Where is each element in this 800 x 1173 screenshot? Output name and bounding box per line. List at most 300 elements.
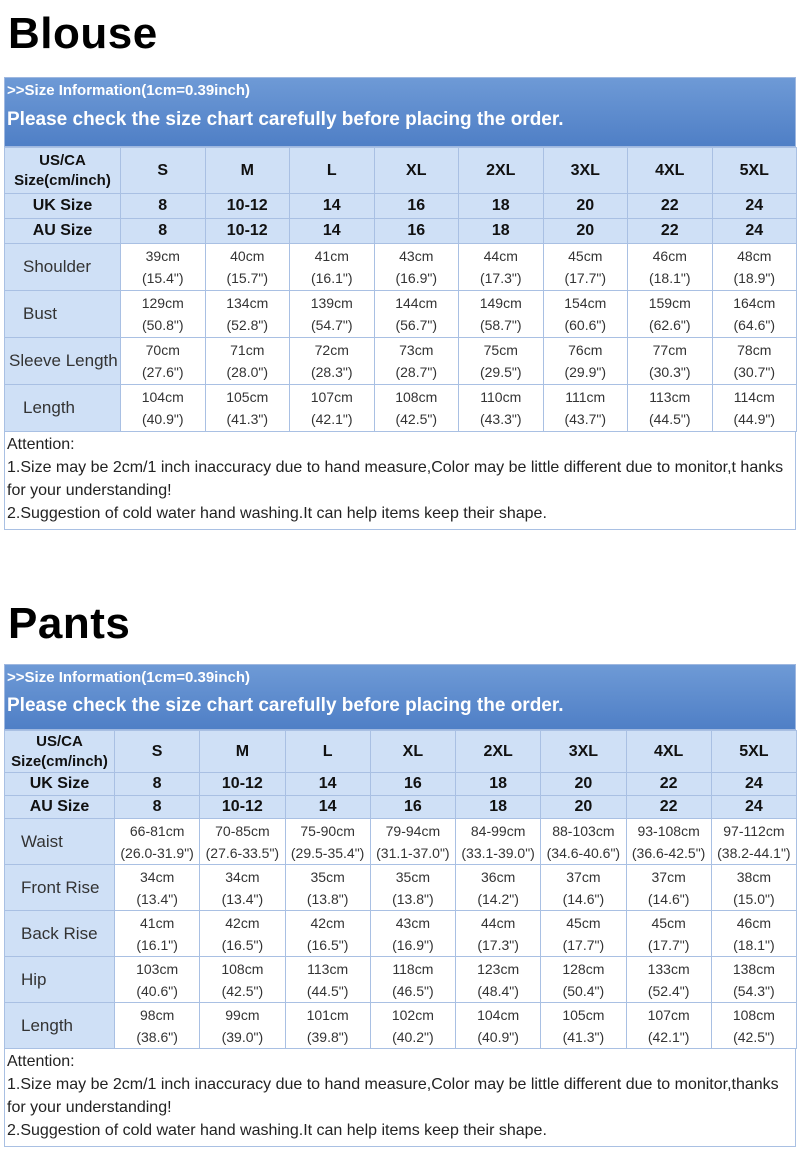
attention-note-1: 1.Size may be 2cm/1 inch inaccuracy due to hand measure,Color may be little different due to monitor,t hanks for your understanding!	[7, 459, 784, 499]
blouse-title: Blouse	[8, 9, 158, 58]
cm-value: 70cm	[145, 342, 180, 358]
attention-heading: Attention:	[7, 436, 75, 453]
size-header-cell: L	[285, 731, 370, 773]
inch-value: (13.4")	[136, 890, 178, 907]
cm-value: 98cm	[140, 1006, 175, 1023]
size-cell: 20	[541, 796, 626, 819]
size-cell: 18	[456, 796, 541, 819]
inch-value: (36.6-42.5")	[631, 844, 706, 861]
inch-value: (60.6")	[564, 317, 607, 333]
cm-value: 79-94cm	[385, 822, 441, 839]
size-header-cell: 4XL	[626, 731, 711, 773]
measurement-cell	[370, 819, 455, 865]
inch-value: (52.4")	[647, 982, 690, 999]
cm-value: 42cm	[225, 914, 260, 931]
cm-value: 102cm	[391, 1006, 434, 1023]
attention-note-2: 2.Suggestion of cold water hand washing.It can help items keep their shape.	[7, 505, 547, 522]
size-cell: 22	[628, 219, 713, 244]
measurement-cell	[370, 957, 455, 1003]
cm-value: 164cm	[733, 295, 776, 311]
measurement-row	[5, 291, 797, 338]
cm-value: 41cm	[140, 914, 175, 931]
cm-value: 114cm	[733, 389, 775, 405]
inch-value: (15.7")	[226, 270, 269, 286]
cm-value: 48cm	[737, 248, 772, 264]
cm-value: 42cm	[310, 914, 345, 931]
measurement-label: Bust	[5, 291, 121, 338]
measurement-cell	[115, 957, 200, 1003]
inch-value: (26.0-31.9")	[120, 844, 194, 861]
measurement-cell	[285, 1003, 370, 1049]
size-header-row	[5, 731, 797, 773]
measurement-cell	[115, 819, 200, 865]
size-cell: 20	[541, 773, 626, 796]
us-ca-size-header: US/CA Size(cm/inch)	[5, 148, 121, 194]
measurement-cell	[200, 957, 285, 1003]
measurement-cell	[121, 385, 206, 432]
size-cell: 24	[712, 194, 797, 219]
measurement-label: Front Rise	[5, 865, 115, 911]
size-header-cell: 5XL	[712, 148, 797, 194]
inch-value: (40.9")	[477, 1028, 519, 1045]
measurement-cell	[200, 1003, 285, 1049]
measurement-cell	[290, 385, 375, 432]
cm-value: 128cm	[562, 960, 605, 977]
inch-value: (13.4")	[221, 890, 264, 907]
cm-value: 110cm	[480, 389, 522, 405]
measurement-cell	[541, 865, 626, 911]
measurement-cell	[541, 1003, 626, 1049]
measurement-cell	[628, 385, 713, 432]
cm-value: 71cm	[230, 342, 265, 358]
inch-value: (46.5")	[392, 982, 434, 999]
measurement-cell	[115, 865, 200, 911]
measurement-cell	[115, 911, 200, 957]
cm-value: 70-85cm	[215, 822, 270, 839]
cm-value: 108cm	[221, 960, 264, 977]
inch-value: (42.1")	[310, 411, 353, 427]
cm-value: 107cm	[310, 389, 353, 405]
inch-value: (14.2")	[477, 890, 519, 907]
inch-value: (42.5")	[395, 411, 438, 427]
inch-value: (16.5")	[221, 936, 264, 953]
inch-value: (17.3")	[479, 270, 522, 286]
cm-value: 73cm	[399, 342, 434, 358]
cm-value: 154cm	[564, 295, 607, 311]
measurement-cell	[459, 338, 544, 385]
measurement-cell	[290, 291, 375, 338]
inch-value: (16.9")	[395, 270, 438, 286]
measurement-label: Length	[5, 385, 121, 432]
measurement-label: Back Rise	[5, 911, 115, 957]
size-table	[4, 730, 797, 1049]
au-size-row-label: AU Size	[5, 219, 121, 244]
measurement-cell	[121, 291, 206, 338]
measurement-cell	[459, 244, 544, 291]
cm-value: 34cm	[140, 868, 175, 885]
inch-value: (30.3")	[648, 364, 691, 380]
cm-value: 149cm	[479, 295, 522, 311]
size-table	[4, 147, 797, 432]
au-size-row	[5, 796, 797, 819]
measurement-cell	[712, 385, 797, 432]
cm-value: 66-81cm	[129, 822, 185, 839]
size-cell: 22	[626, 796, 711, 819]
size-cell: 14	[290, 219, 375, 244]
au-size-row-label: AU Size	[5, 796, 115, 819]
cm-value: 46cm	[652, 248, 687, 264]
measurement-cell	[711, 1003, 796, 1049]
size-cell: 16	[370, 796, 455, 819]
measurement-cell	[121, 244, 206, 291]
measurement-cell	[712, 291, 797, 338]
cm-value: 36cm	[481, 868, 516, 885]
size-cell: 10-12	[200, 773, 285, 796]
measurement-cell	[205, 338, 290, 385]
inch-value: (34.6-40.6")	[546, 844, 621, 861]
uk-size-row	[5, 773, 797, 796]
measurement-cell	[712, 338, 797, 385]
size-header-cell: 4XL	[628, 148, 713, 194]
size-header-cell: XL	[370, 731, 455, 773]
measurement-cell	[285, 865, 370, 911]
size-header-cell: S	[121, 148, 206, 194]
uk-size-row-label: UK Size	[5, 773, 115, 796]
size-cell: 14	[285, 773, 370, 796]
inch-value: (16.9")	[392, 936, 434, 953]
measurement-cell	[374, 291, 459, 338]
size-header-cell: M	[200, 731, 285, 773]
size-info-banner	[4, 664, 796, 730]
cm-value: 104cm	[477, 1006, 520, 1023]
cm-value: 88-103cm	[552, 822, 615, 839]
cm-value: 45cm	[651, 914, 686, 931]
inch-value: (17.7")	[564, 270, 607, 286]
size-info-text: >>Size Information(1cm=0.39inch)	[7, 82, 250, 99]
size-header-cell: M	[205, 148, 290, 194]
size-cell: 24	[711, 796, 796, 819]
measurement-cell	[205, 244, 290, 291]
inch-value: (50.4")	[562, 982, 605, 999]
measurement-cell	[456, 911, 541, 957]
cm-value: 129cm	[141, 295, 184, 311]
inch-value: (39.8")	[306, 1028, 349, 1045]
cm-value: 97-112cm	[723, 822, 785, 839]
cm-value: 84-99cm	[470, 822, 526, 839]
inch-value: (28.3")	[310, 364, 353, 380]
inch-value: (13.8")	[306, 890, 349, 907]
check-size-notice: Please check the size chart carefully before placing the order.	[7, 109, 564, 130]
size-info-banner	[4, 77, 796, 147]
cm-value: 43cm	[395, 914, 430, 931]
measurement-cell	[290, 338, 375, 385]
inch-value: (38.6")	[136, 1028, 178, 1045]
size-cell: 14	[290, 194, 375, 219]
attention-note-1: 1.Size may be 2cm/1 inch inaccuracy due to hand measure,Color may be little different due to monitor,thanks for your understanding!	[7, 1076, 779, 1116]
size-cell: 16	[374, 194, 459, 219]
size-header-cell: 2XL	[456, 731, 541, 773]
cm-value: 123cm	[477, 960, 520, 977]
measurement-cell	[115, 1003, 200, 1049]
measurement-label: Shoulder	[5, 244, 121, 291]
measurement-row	[5, 1003, 797, 1049]
size-cell: 8	[121, 219, 206, 244]
inch-value: (54.7")	[310, 317, 353, 333]
measurement-cell	[205, 385, 290, 432]
size-cell: 10-12	[205, 219, 290, 244]
cm-value: 139cm	[310, 295, 353, 311]
inch-value: (48.4")	[477, 982, 519, 999]
measurement-label: Sleeve Length	[5, 338, 121, 385]
measurement-cell	[200, 819, 285, 865]
cm-value: 103cm	[136, 960, 179, 977]
cm-value: 107cm	[647, 1006, 690, 1023]
uk-size-row	[5, 194, 797, 219]
measurement-cell	[285, 911, 370, 957]
inch-value: (27.6-33.5")	[205, 844, 280, 861]
measurement-row	[5, 385, 797, 432]
inch-value: (44.9")	[733, 411, 776, 427]
attention-heading: Attention:	[7, 1053, 75, 1070]
us-ca-size-header: US/CA Size(cm/inch)	[5, 731, 115, 773]
size-cell: 20	[543, 219, 628, 244]
inch-value: (29.5")	[479, 364, 522, 380]
cm-value: 44cm	[483, 248, 518, 264]
measurement-row	[5, 244, 797, 291]
size-cell: 22	[626, 773, 711, 796]
cm-value: 138cm	[732, 960, 775, 977]
size-header-cell: 3XL	[541, 731, 626, 773]
inch-value: (44.5")	[648, 411, 691, 427]
inch-value: (18.1")	[733, 936, 775, 953]
measurement-label: Waist	[5, 819, 115, 865]
size-cell: 8	[115, 796, 200, 819]
inch-value: (14.6")	[562, 890, 605, 907]
au-size-row	[5, 219, 797, 244]
cm-value: 35cm	[310, 868, 345, 885]
inch-value: (16.1")	[136, 936, 178, 953]
inch-value: (13.8")	[392, 890, 434, 907]
cm-value: 35cm	[395, 868, 430, 885]
measurement-label: Hip	[5, 957, 115, 1003]
measurement-row	[5, 819, 797, 865]
measurement-cell	[285, 957, 370, 1003]
cm-value: 134cm	[226, 295, 269, 311]
measurement-cell	[121, 338, 206, 385]
measurement-cell	[626, 819, 711, 865]
cm-value: 108cm	[395, 389, 438, 405]
cm-value: 45cm	[566, 914, 601, 931]
measurement-cell	[626, 911, 711, 957]
measurement-cell	[459, 291, 544, 338]
cm-value: 46cm	[736, 914, 771, 931]
measurement-cell	[374, 244, 459, 291]
size-cell: 8	[115, 773, 200, 796]
check-size-notice: Please check the size chart carefully before placing the order.	[7, 695, 564, 716]
measurement-cell	[456, 1003, 541, 1049]
inch-value: (44.5")	[306, 982, 349, 999]
measurement-row	[5, 865, 797, 911]
inch-value: (56.7")	[395, 317, 438, 333]
measurement-cell	[543, 244, 628, 291]
inch-value: (31.1-37.0")	[376, 844, 450, 861]
cm-value: 108cm	[732, 1006, 775, 1023]
cm-value: 75cm	[483, 342, 518, 358]
cm-value: 159cm	[648, 295, 691, 311]
inch-value: (54.3")	[733, 982, 775, 999]
measurement-cell	[711, 865, 796, 911]
cm-value: 43cm	[399, 248, 434, 264]
size-cell: 18	[459, 219, 544, 244]
inch-value: (39.0")	[221, 1028, 264, 1045]
measurement-row	[5, 338, 797, 385]
measurement-cell	[456, 865, 541, 911]
size-cell: 24	[711, 773, 796, 796]
cm-value: 101cm	[306, 1006, 349, 1023]
measurement-row	[5, 911, 797, 957]
cm-value: 113cm	[649, 389, 691, 405]
measurement-cell	[628, 291, 713, 338]
inch-value: (16.1")	[310, 270, 353, 286]
measurement-cell	[711, 911, 796, 957]
measurement-cell	[626, 865, 711, 911]
cm-value: 41cm	[314, 248, 349, 264]
inch-value: (40.9")	[141, 411, 184, 427]
measurement-cell	[543, 338, 628, 385]
size-cell: 22	[628, 194, 713, 219]
inch-value: (41.3")	[226, 411, 269, 427]
measurement-cell	[628, 338, 713, 385]
inch-value: (29.9")	[564, 364, 607, 380]
pants-title: Pants	[8, 599, 131, 648]
inch-value: (42.5")	[221, 982, 264, 999]
inch-value: (64.6")	[733, 317, 776, 333]
measurement-cell	[626, 1003, 711, 1049]
inch-value: (43.3")	[479, 411, 522, 427]
size-cell: 18	[456, 773, 541, 796]
measurement-cell	[370, 865, 455, 911]
inch-value: (14.6")	[647, 890, 690, 907]
inch-value: (38.2-44.1")	[717, 844, 791, 861]
measurement-cell	[374, 385, 459, 432]
size-cell: 10-12	[200, 796, 285, 819]
size-header-cell: 3XL	[543, 148, 628, 194]
inch-value: (43.7")	[564, 411, 607, 427]
inch-value: (16.5")	[306, 936, 349, 953]
inch-value: (28.7")	[395, 364, 438, 380]
measurement-cell	[200, 865, 285, 911]
size-cell: 14	[285, 796, 370, 819]
size-cell: 24	[712, 219, 797, 244]
blouse-size-chart	[4, 77, 796, 530]
size-header-cell: 2XL	[459, 148, 544, 194]
cm-value: 76cm	[568, 342, 603, 358]
cm-value: 38cm	[736, 868, 771, 885]
inch-value: (42.1")	[647, 1028, 690, 1045]
inch-value: (50.8")	[141, 317, 184, 333]
uk-size-row-label: UK Size	[5, 194, 121, 219]
inch-value: (28.0")	[226, 364, 269, 380]
inch-value: (41.3")	[562, 1028, 605, 1045]
cm-value: 40cm	[230, 248, 265, 264]
cm-value: 104cm	[141, 389, 184, 405]
cm-value: 118cm	[392, 960, 434, 977]
cm-value: 34cm	[225, 868, 260, 885]
size-header-cell: XL	[374, 148, 459, 194]
cm-value: 78cm	[737, 342, 772, 358]
inch-value: (40.2")	[392, 1028, 434, 1045]
attention-note-2: 2.Suggestion of cold water hand washing.It can help items keep their shape.	[7, 1122, 547, 1139]
measurement-cell	[456, 957, 541, 1003]
pants-size-chart	[4, 664, 796, 1147]
measurement-cell	[456, 819, 541, 865]
cm-value: 39cm	[145, 248, 180, 264]
measurement-cell	[711, 957, 796, 1003]
inch-value: (62.6")	[648, 317, 691, 333]
measurement-cell	[205, 291, 290, 338]
measurement-cell	[541, 911, 626, 957]
size-header-cell: L	[290, 148, 375, 194]
measurement-row	[5, 957, 797, 1003]
inch-value: (58.7")	[479, 317, 522, 333]
cm-value: 105cm	[562, 1006, 605, 1023]
inch-value: (18.1")	[648, 270, 691, 286]
cm-value: 105cm	[226, 389, 269, 405]
cm-value: 93-108cm	[637, 822, 700, 839]
inch-value: (15.0")	[733, 890, 775, 907]
inch-value: (33.1-39.0")	[461, 844, 535, 861]
inch-value: (52.8")	[226, 317, 269, 333]
measurement-cell	[374, 338, 459, 385]
cm-value: 99cm	[225, 1006, 260, 1023]
measurement-cell	[626, 957, 711, 1003]
cm-value: 37cm	[651, 868, 686, 885]
measurement-label: Length	[5, 1003, 115, 1049]
inch-value: (40.6")	[136, 982, 178, 999]
cm-value: 75-90cm	[300, 822, 355, 839]
inch-value: (18.9")	[733, 270, 776, 286]
cm-value: 45cm	[568, 248, 603, 264]
attention-notes	[4, 1049, 796, 1147]
cm-value: 111cm	[565, 389, 606, 405]
size-cell: 8	[121, 194, 206, 219]
measurement-cell	[290, 244, 375, 291]
inch-value: (29.5-35.4")	[290, 844, 365, 861]
cm-value: 133cm	[647, 960, 690, 977]
measurement-cell	[543, 291, 628, 338]
measurement-cell	[628, 244, 713, 291]
size-header-row	[5, 148, 797, 194]
inch-value: (15.4")	[141, 270, 184, 286]
cm-value: 44cm	[481, 914, 516, 931]
size-cell: 18	[459, 194, 544, 219]
inch-value: (42.5")	[733, 1028, 775, 1045]
attention-notes	[4, 432, 796, 530]
inch-value: (17.7")	[562, 936, 605, 953]
size-cell: 16	[374, 219, 459, 244]
size-header-cell: S	[115, 731, 200, 773]
measurement-cell	[711, 819, 796, 865]
measurement-cell	[541, 957, 626, 1003]
size-info-text: >>Size Information(1cm=0.39inch)	[7, 669, 250, 686]
cm-value: 72cm	[314, 342, 349, 358]
inch-value: (17.3")	[477, 936, 519, 953]
inch-value: (27.6")	[141, 364, 184, 380]
measurement-cell	[285, 819, 370, 865]
size-cell: 16	[370, 773, 455, 796]
measurement-cell	[541, 819, 626, 865]
cm-value: 113cm	[307, 960, 349, 977]
